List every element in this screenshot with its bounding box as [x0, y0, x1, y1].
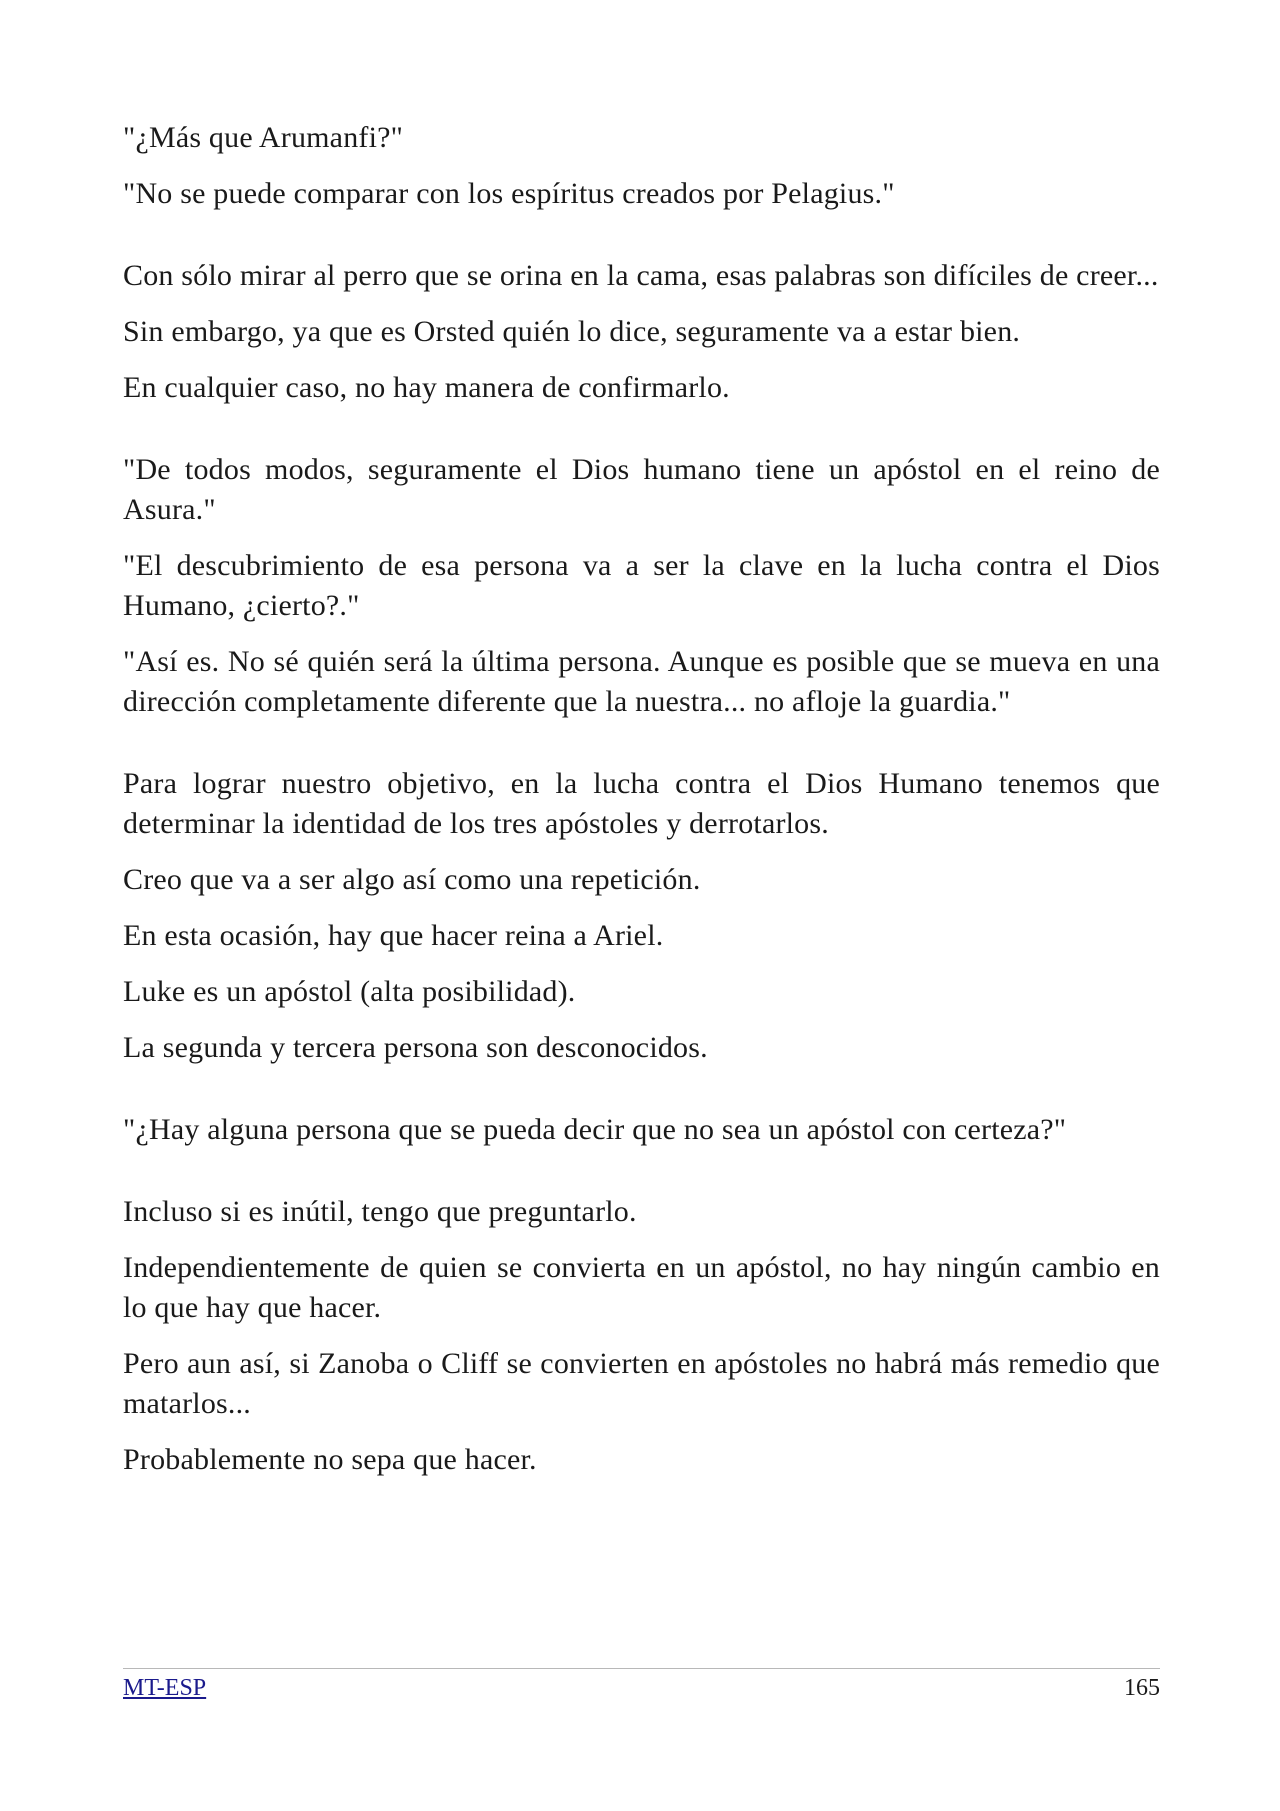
paragraph: Independientemente de quien se convierta en un apóstol, no hay ningún cambio en lo que hay que hacer.: [123, 1251, 1160, 1324]
paragraph: Con sólo mirar al perro que se orina en la cama, esas palabras son difíciles de creer...: [123, 259, 1159, 292]
paragraph: "El descubrimiento de esa persona va a ser la clave en la lucha contra el Dios Humano, ¿cierto?.": [123, 549, 1160, 622]
document-body: [123, 118, 1160, 1496]
page-footer: [123, 1668, 1160, 1703]
footer-link[interactable]: MT-ESP: [123, 1675, 207, 1701]
paragraph: "¿Hay alguna persona que se pueda decir que no sea un apóstol con certeza?": [123, 1113, 1067, 1146]
paragraph: "Así es. No sé quién será la última persona. Aunque es posible que se mueva en una dirección completamente diferente que la nuestra... no afloje la guardia.": [123, 645, 1160, 718]
paragraph: En esta ocasión, hay que hacer reina a Ariel.: [123, 919, 664, 952]
paragraph: La segunda y tercera persona son desconocidos.: [123, 1031, 708, 1064]
paragraph: En cualquier caso, no hay manera de confirmarlo.: [123, 371, 730, 404]
paragraph: Luke es un apóstol (alta posibilidad).: [123, 975, 576, 1008]
paragraph: Para lograr nuestro objetivo, en la lucha contra el Dios Humano tenemos que determinar la identidad de los tres apóstoles y derrotarlos.: [123, 767, 1160, 840]
page-number: 165: [1124, 1675, 1160, 1701]
paragraph: Creo que va a ser algo así como una repetición.: [123, 863, 701, 896]
paragraph: Sin embargo, ya que es Orsted quién lo dice, seguramente va a estar bien.: [123, 315, 1021, 348]
paragraph: "No se puede comparar con los espíritus creados por Pelagius.": [123, 177, 895, 210]
paragraph: "De todos modos, seguramente el Dios humano tiene un apóstol en el reino de Asura.": [123, 453, 1160, 526]
paragraph: "¿Más que Arumanfi?": [123, 121, 404, 154]
paragraph: Pero aun así, si Zanoba o Cliff se convierten en apóstoles no habrá más remedio que matarlos...: [123, 1347, 1160, 1420]
paragraph: Probablemente no sepa que hacer.: [123, 1443, 537, 1476]
paragraph: Incluso si es inútil, tengo que preguntarlo.: [123, 1195, 637, 1228]
